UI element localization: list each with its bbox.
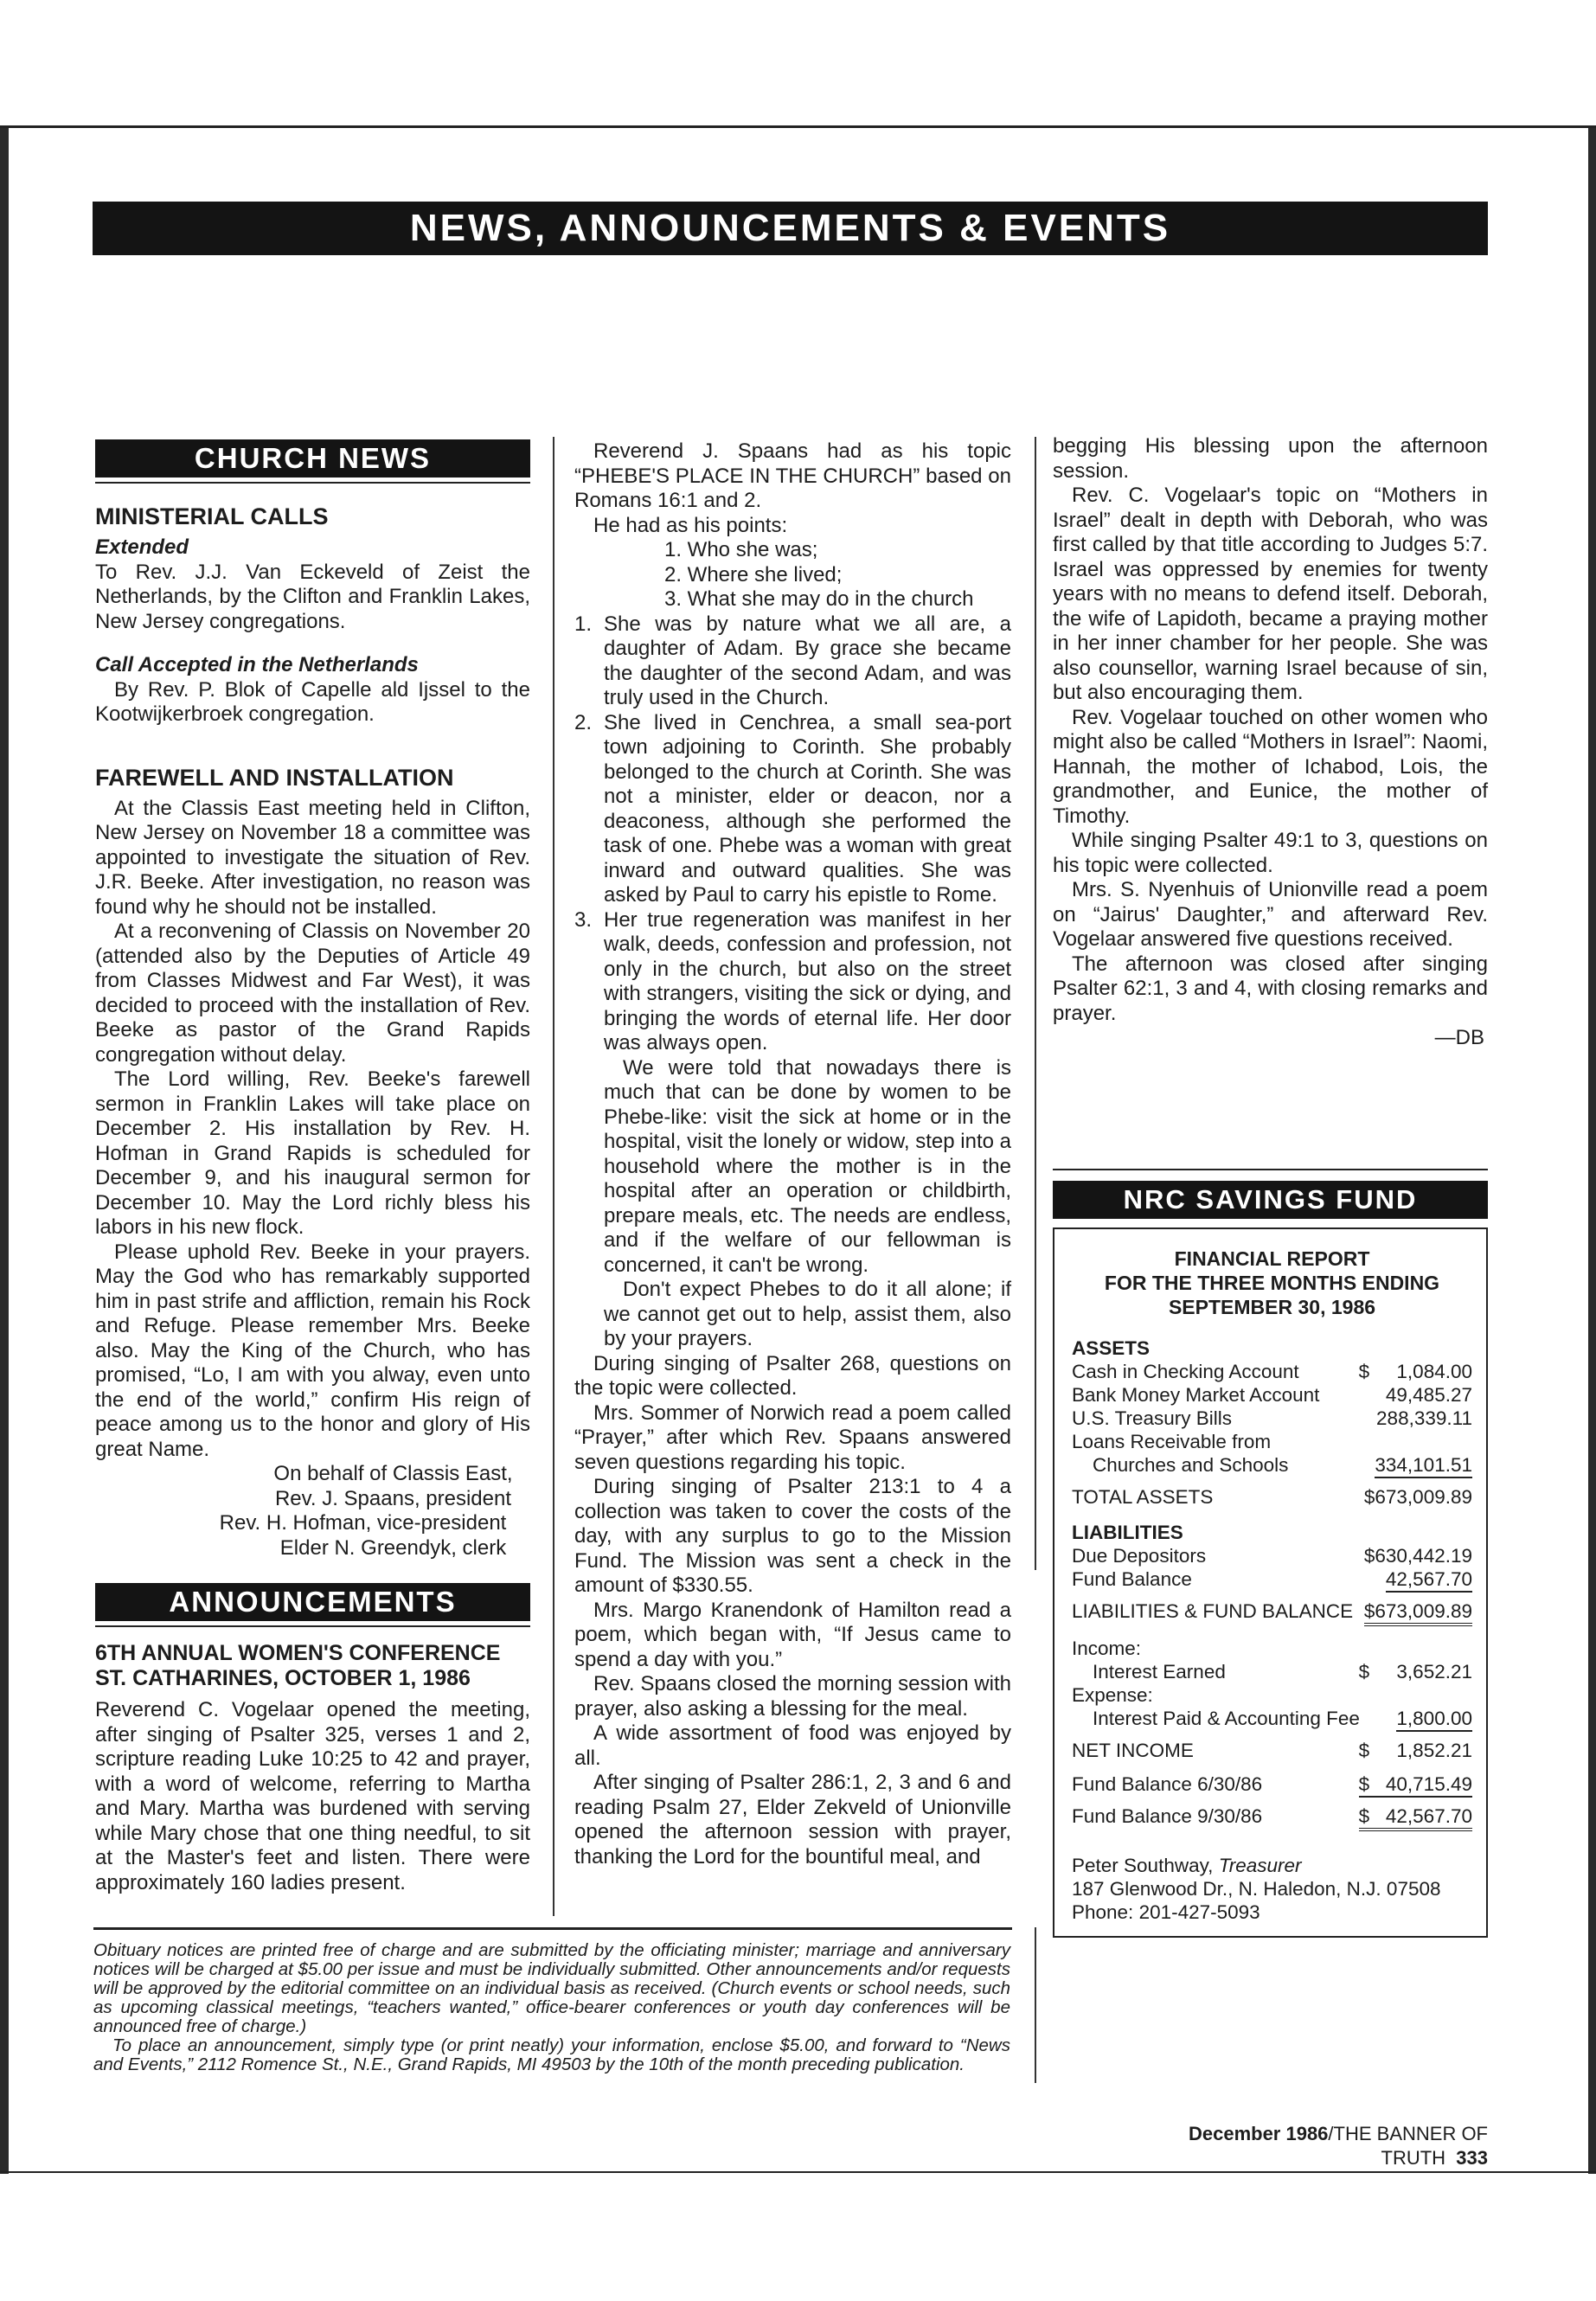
- row-value: 49,485.27: [1385, 1383, 1472, 1406]
- section-rule: [95, 482, 530, 484]
- list-item: [574, 612, 1011, 711]
- farewell-signature: [95, 1462, 530, 1561]
- col2-paragraph: Mrs. Sommer of Norwich read a poem called “Prayer,” after which Rev. Spaans answered seven questions regarding his topic.: [574, 1400, 1011, 1474]
- row-label: Fund Balance 6/30/86: [1072, 1772, 1263, 1795]
- col3-paragraph: Mrs. S. Nyenhuis of Unionville read a poem on “Jairus' Daughter,” and afterward Rev. Vogelaar answered five questions received.: [1053, 878, 1488, 951]
- announcements-header: ANNOUNCEMENTS: [95, 1583, 530, 1621]
- accepted-label: Call Accepted in the Netherlands: [95, 653, 419, 676]
- conference-title: 6TH ANNUAL WOMEN'S CONFERENCE: [95, 1641, 501, 1665]
- column-divider-3: [1035, 1927, 1036, 2083]
- row-value: 1,800.00: [1396, 1707, 1472, 1732]
- row-value: 42,567.70: [1386, 1567, 1472, 1593]
- page-bottom-rule: [0, 2171, 1596, 2173]
- row-label: Fund Balance: [1072, 1567, 1192, 1590]
- row-label: LIABILITIES & FUND BALANCE: [1072, 1599, 1354, 1622]
- list-paragraph: Don't expect Phebes to do it all alone; if we cannot get out to help, assist them, also by your prayers.: [604, 1278, 1011, 1350]
- page-top-rule: [0, 125, 1596, 128]
- farewell-paragraph: Please uphold Rev. Beeke in your prayers. May the God who has remarkably supported him in past strife and affliction, remain his Rock and Refuge. Please remember Mrs. Beeke also. May the King of the Church, who has promised, “Lo, I am with you alway, even unto the end of the world,” confirm His reign of peace among us to the honor and glory of His great Name.: [95, 1240, 530, 1461]
- report-title: FINANCIAL REPORT: [1174, 1247, 1370, 1270]
- col2-paragraph: During singing of Psalter 213:1 to 4 a collection was taken to cover the costs of the day, with any surplus to go to the Mission Fund. The Mission was sent a check in the amount of $330.55.: [574, 1475, 1011, 1597]
- liability-row: [1072, 1544, 1472, 1567]
- notice-text: To place an announcement, simply type (or print neatly) your information, enclose $5.00, and forward to “News and Events,” 2112 Romence St., N.E., Grand Rapids, MI 49503 by the 10th of the month preceding publication.: [93, 2035, 1010, 2074]
- row-label: Churches and Schools: [1093, 1453, 1289, 1476]
- scan-edge-left: [0, 128, 9, 2174]
- church-news-header: CHURCH NEWS: [95, 439, 530, 478]
- notice-text: Obituary notices are printed free of charge and are submitted by the officiating minister; marriage and anniversary notices will be charged at $5.00 per issue and must be individually submitted. Other announcements and/or requests will be approved by the editorial committee on an individual basis as received. (Church events or school needs, such as upcoming classical meetings, “teachers wanted,” office-bearer conferences or youth day conferences will be announced free of charge.): [93, 1940, 1010, 2036]
- topic-point: 2. Where she lived;: [664, 562, 843, 586]
- topic-point: 1. Who she was;: [664, 538, 818, 561]
- row-value: $ 42,567.70: [1359, 1804, 1472, 1831]
- row-label: U.S. Treasury Bills: [1072, 1407, 1233, 1429]
- farewell-paragraph: At a reconvening of Classis on November 20 (attended also by the Deputies of Article 49 from Classes Midwest and Far West), it was decided to proceed with the installation of Rev. Beeke as pastor of the Grand Rapids congregation without delay.: [95, 920, 530, 1067]
- row-value: $ 40,715.49: [1359, 1772, 1472, 1798]
- topic-point: 3. What she may do in the church: [664, 587, 974, 611]
- row-label: TOTAL ASSETS: [1072, 1485, 1214, 1508]
- asset-row: [1072, 1407, 1472, 1430]
- row-label: Interest Earned: [1093, 1660, 1226, 1682]
- asset-row: [1072, 1453, 1472, 1478]
- list-item: [574, 711, 1011, 908]
- asset-row: [1072, 1360, 1472, 1383]
- list-number: 2.: [574, 710, 593, 734]
- liability-row: [1072, 1567, 1472, 1593]
- footer-publication: /THE BANNER OF TRUTH: [1328, 2123, 1488, 2169]
- signature-line: Rev. H. Hofman, vice-president: [219, 1511, 507, 1535]
- col2-paragraph: A wide assortment of food was enjoyed by all.: [574, 1721, 1011, 1770]
- page-footer: [1107, 2122, 1488, 2170]
- submission-notice: [93, 1941, 1010, 2074]
- column-3: [1053, 434, 1488, 1938]
- list-number: 3.: [574, 907, 593, 932]
- balance-end-row: [1072, 1804, 1472, 1831]
- conference-intro: Reverend C. Vogelaar opened the meeting, after singing of Psalter 325, verses 1 and 2, scripture reading Luke 10:25 to 42 and prayer, with a word of welcome, referring to Martha and Mary. Martha was burdened with serving while Mary chose that one thing needful, to sit at the Master's feet and listen. There were approximately 160 ladies present.: [95, 1698, 530, 1894]
- page-banner: NEWS, ANNOUNCEMENTS & EVENTS: [93, 202, 1488, 255]
- col2-paragraph: Rev. Spaans closed the morning session with prayer, also asking a blessing for the meal.: [574, 1672, 1011, 1721]
- col2-paragraph: After singing of Psalter 286:1, 2, 3 and 6 and reading Psalm 27, Elder Zekveld of Unionville opened the afternoon session with prayer, thanking the Lord for the bountiful meal, and: [574, 1771, 1011, 1868]
- farewell-title: FAREWELL AND INSTALLATION: [95, 764, 454, 791]
- row-value: $ 1,852.21: [1358, 1739, 1472, 1761]
- list-paragraph: We were told that nowadays there is much that can be done by women to be Phebe-like: visit the sick at home or in the hospital, visit the lonely or widow, step into a household where the mother is in the hospital after an operation or childbirth, prepare meals, etc. The needs are endless, and if the welfare of our fellowman is concerned, it can't be wrong.: [604, 1055, 1011, 1277]
- income-row: [1072, 1660, 1472, 1683]
- expense-row: [1072, 1707, 1472, 1732]
- conference-date: ST. CATHARINES, OCTOBER 1, 1986: [95, 1666, 471, 1690]
- column-divider-2: [1035, 437, 1036, 1570]
- liabilities-total-row: [1072, 1599, 1472, 1626]
- savings-fund-header: NRC SAVINGS FUND: [1053, 1181, 1488, 1219]
- list-text: She lived in Cenchrea, a small sea-port town adjoining to Corinth. She probably belonged to the church at Corinth. She was not a minister, elder or deacon, nor a deaconess, although she performed the task of one. Phebe was a woman with great inward and outward qualities. She was asked by Paul to carry his epistle to Rome.: [604, 710, 1011, 907]
- column-2: [574, 439, 1011, 1869]
- row-label: Fund Balance 9/30/86: [1072, 1804, 1263, 1827]
- row-value: $ 3,652.21: [1358, 1660, 1472, 1682]
- col2-paragraph: Mrs. Margo Kranendonk of Hamilton read a poem, which began with, “If Jesus came to spend a day with you.”: [574, 1598, 1011, 1671]
- treasurer-address: 187 Glenwood Dr., N. Haledon, N.J. 07508: [1072, 1877, 1441, 1900]
- treasurer-name: Peter Southway,: [1072, 1854, 1214, 1876]
- farewell-paragraph: The Lord willing, Rev. Beeke's farewell sermon in Franklin Lakes will take place on December 2. His installation by Rev. H. Hofman in Grand Rapids is scheduled for December 9, and his inaugural sermon for December 10. May the Lord richly bless his labors in his new flock.: [95, 1067, 530, 1239]
- accepted-text: By Rev. P. Blok of Capelle ald Ijssel to the Kootwijkerbroek congregation.: [95, 677, 530, 726]
- asset-row: [1072, 1383, 1472, 1407]
- row-label: NET INCOME: [1072, 1739, 1194, 1761]
- extended-label: Extended: [95, 535, 189, 559]
- scan-edge-right: [1588, 128, 1596, 2174]
- row-label: Due Depositors: [1072, 1544, 1207, 1567]
- col3-paragraph: The afternoon was closed after singing Psalter 62:1, 3 and 4, with closing remarks and prayer.: [1053, 952, 1488, 1025]
- list-text: She was by nature what we all are, a daughter of Adam. By grace she became the daughter of the second Adam, and was truly used in the Church.: [604, 612, 1011, 709]
- treasurer-title: Treasurer: [1218, 1854, 1302, 1876]
- net-income-row: [1072, 1739, 1472, 1762]
- assets-label: ASSETS: [1072, 1336, 1151, 1359]
- page-number: 333: [1456, 2147, 1488, 2169]
- signature-line: Elder N. Greendyk, clerk: [279, 1535, 507, 1560]
- signature-line: On behalf of Classis East,: [273, 1462, 513, 1485]
- col2-paragraph: During singing of Psalter 268, questions on the topic were collected.: [574, 1351, 1011, 1400]
- row-value: $ 1,084.00: [1358, 1360, 1472, 1382]
- report-title: SEPTEMBER 30, 1986: [1168, 1295, 1376, 1318]
- total-assets-row: [1072, 1485, 1472, 1509]
- signature-line: Rev. J. Spaans, president: [274, 1486, 512, 1510]
- notice-rule: [93, 1927, 1012, 1930]
- column-1: [95, 439, 530, 1895]
- col3-paragraph: While singing Psalter 49:1 to 3, questions on his topic were collected.: [1053, 829, 1488, 877]
- row-label: Bank Money Market Account: [1072, 1383, 1320, 1406]
- list-text: Her true regeneration was manifest in her walk, deeds, confession and profession, not only in the church, but also on the street with strangers, visiting the sick or dying, and bringing the words of eternal life. Her door was always open.: [604, 907, 1011, 1054]
- section-rule: [95, 1625, 530, 1627]
- col3-paragraph: Rev. C. Vogelaar's topic on “Mothers in Israel” dealt in depth with Deborah, who was first called by that title according to Judges 5:7. Israel was oppressed by enemies for twenty years with no means to defend itself. Deborah, the wife of Lapidoth, became a praying mother in her inner chamber for her people. She was also counsellor, warning Israel because of sin, but also encouraging them.: [1053, 484, 1488, 704]
- balance-start-row: [1072, 1772, 1472, 1798]
- row-value: 288,339.11: [1376, 1407, 1472, 1429]
- asset-row: [1072, 1430, 1472, 1453]
- treasurer: [1072, 1854, 1472, 1877]
- col2-intro: Reverend J. Spaans had as his topic “PHEBE'S PLACE IN THE CHURCH” based on Romans 16:1 and 2.: [574, 439, 1011, 512]
- income-label: Income:: [1072, 1637, 1142, 1659]
- author-initials: —DB: [1434, 1026, 1484, 1049]
- report-title: FOR THE THREE MONTHS ENDING: [1104, 1271, 1440, 1294]
- topic-points: [574, 538, 1011, 612]
- section-rule: [1053, 1169, 1488, 1170]
- col3-paragraph: Rev. Vogelaar touched on other women who might also be called “Mothers in Israel”: Naomi, Hannah, the mother of Ichabod, Lois, the grandmother, and Eunice, the mother of Timothy.: [1053, 705, 1488, 828]
- col3-continuation: begging His blessing upon the afternoon session.: [1053, 434, 1488, 483]
- farewell-paragraph: At the Classis East meeting held in Clifton, New Jersey on November 18 a committee was appointed to investigate the situation of Rev. J.R. Beeke. After investigation, no reason was found why he should not be installed.: [95, 796, 530, 919]
- row-label: Loans Receivable from: [1072, 1430, 1272, 1452]
- column-divider-1: [553, 437, 554, 1916]
- extended-text: To Rev. J.J. Van Eckeveld of Zeist the Netherlands, by the Clifton and Franklin Lakes, New Jersey congregations.: [95, 560, 530, 633]
- row-label: Cash in Checking Account: [1072, 1360, 1299, 1382]
- row-value: $630,442.19: [1363, 1544, 1472, 1567]
- footer-date: December 1986: [1188, 2123, 1329, 2144]
- financial-report: [1053, 1227, 1488, 1938]
- row-value: $673,009.89: [1363, 1485, 1472, 1508]
- points-intro: He had as his points:: [593, 513, 788, 537]
- liabilities-label: LIABILITIES: [1072, 1521, 1183, 1543]
- row-label: Interest Paid & Accounting Fee: [1093, 1707, 1360, 1729]
- expense-label: Expense:: [1072, 1683, 1153, 1706]
- ministerial-calls-title: MINISTERIAL CALLS: [95, 503, 329, 529]
- topic-list: [574, 612, 1011, 1056]
- treasurer-phone: Phone: 201-427-5093: [1072, 1900, 1260, 1923]
- row-value: $673,009.89: [1364, 1599, 1472, 1626]
- list-number: 1.: [574, 612, 593, 636]
- list-item: [574, 908, 1011, 1056]
- row-value: 334,101.51: [1375, 1453, 1472, 1478]
